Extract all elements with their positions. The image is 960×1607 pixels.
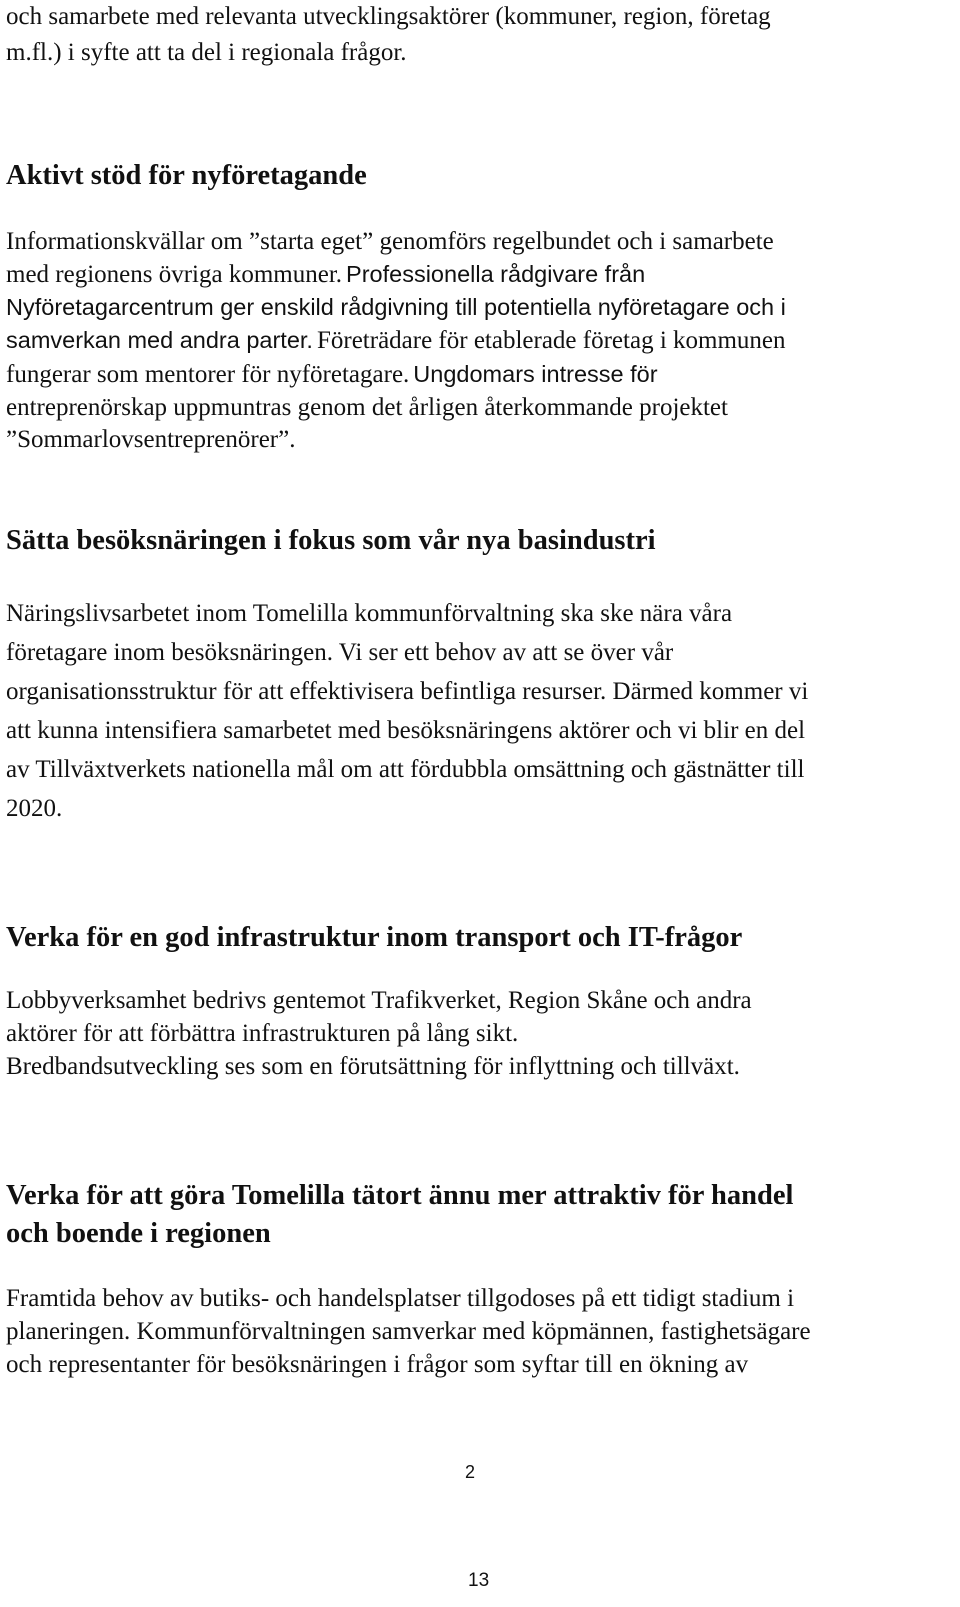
paragraph-line [6,358,658,394]
text-segment: med regionens övriga kommuner. [6,261,343,288]
paragraph-line: Nyföretagarcentrum ger enskild rådgivning till potentiella nyföretagare och i [6,294,786,320]
text-segment: Företrädare för etablerade företag i kommunen [316,327,786,354]
paragraph-line: ”Sommarlovsentreprenörer”. [6,426,296,453]
text-segment: fungerar som mentorer för nyföretagare. [6,361,410,388]
paragraph-line: företagare inom besöksnäringen. Vi ser ett behov av att se över vår [6,639,674,666]
paragraph-line: planeringen. Kommunförvaltningen samverkar med köpmännen, fastighetsägare [6,1318,811,1345]
section-heading-tomelilla-tatort-cont: och boende i regionen [6,1218,271,1249]
paragraph-line: att kunna intensifiera samarbetet med besöksnäringens aktörer och vi blir en del [6,717,806,744]
paragraph-line: Näringslivsarbetet inom Tomelilla kommunförvaltning ska ske nära våra [6,600,733,627]
page-number: 2 [465,1462,476,1482]
text-segment: samverkan med andra parter. [6,327,313,353]
paragraph-line: Framtida behov av butiks- och handelsplatser tillgodoses på ett tidigt stadium i [6,1285,795,1312]
text-segment: Ungdomars intresse för [413,361,658,387]
paragraph-line: Lobbyverksamhet bedrivs gentemot Trafikverket, Region Skåne och andra [6,987,752,1014]
intro-line-1: och samarbete med relevanta utvecklingsaktörer (kommuner, region, företag [6,3,771,30]
paragraph-line: av Tillväxtverkets nationella mål om att fördubbla omsättning och gästnätter till [6,756,805,783]
paragraph-line: entreprenörskap uppmuntras genom det årligen återkommande projektet [6,394,728,421]
section-heading-tomelilla-tatort: Verka för att göra Tomelilla tätort ännu mer attraktiv för handel [6,1180,794,1211]
paragraph-line: organisationsstruktur för att effektivisera befintliga resurser. Därmed kommer vi [6,678,809,705]
section-heading-infrastruktur: Verka för en god infrastruktur inom transport och IT-frågor [6,922,743,953]
paragraph-line: Informationskvällar om ”starta eget” genomförs regelbundet och i samarbete [6,228,774,255]
paragraph-line: aktörer för att förbättra infrastrukturen på lång sikt. [6,1020,519,1047]
paragraph-line: och representanter för besöksnäringen i frågor som syftar till en ökning av [6,1351,749,1378]
paragraph-line: 2020. [6,795,63,822]
sheet-number: 13 [468,1570,490,1591]
section-heading-nyforetagande: Aktivt stöd för nyföretagande [6,160,367,191]
paragraph-line [6,258,645,294]
intro-line-2: m.fl.) i syfte att ta del i regionala frågor. [6,39,407,66]
text-segment: Professionella rådgivare från [346,261,646,287]
paragraph-line: Bredbandsutveckling ses som en förutsättning för inflyttning och tillväxt. [6,1053,740,1080]
paragraph-line [6,324,786,360]
section-heading-besoksnaringen: Sätta besöksnäringen i fokus som vår nya basindustri [6,525,656,556]
